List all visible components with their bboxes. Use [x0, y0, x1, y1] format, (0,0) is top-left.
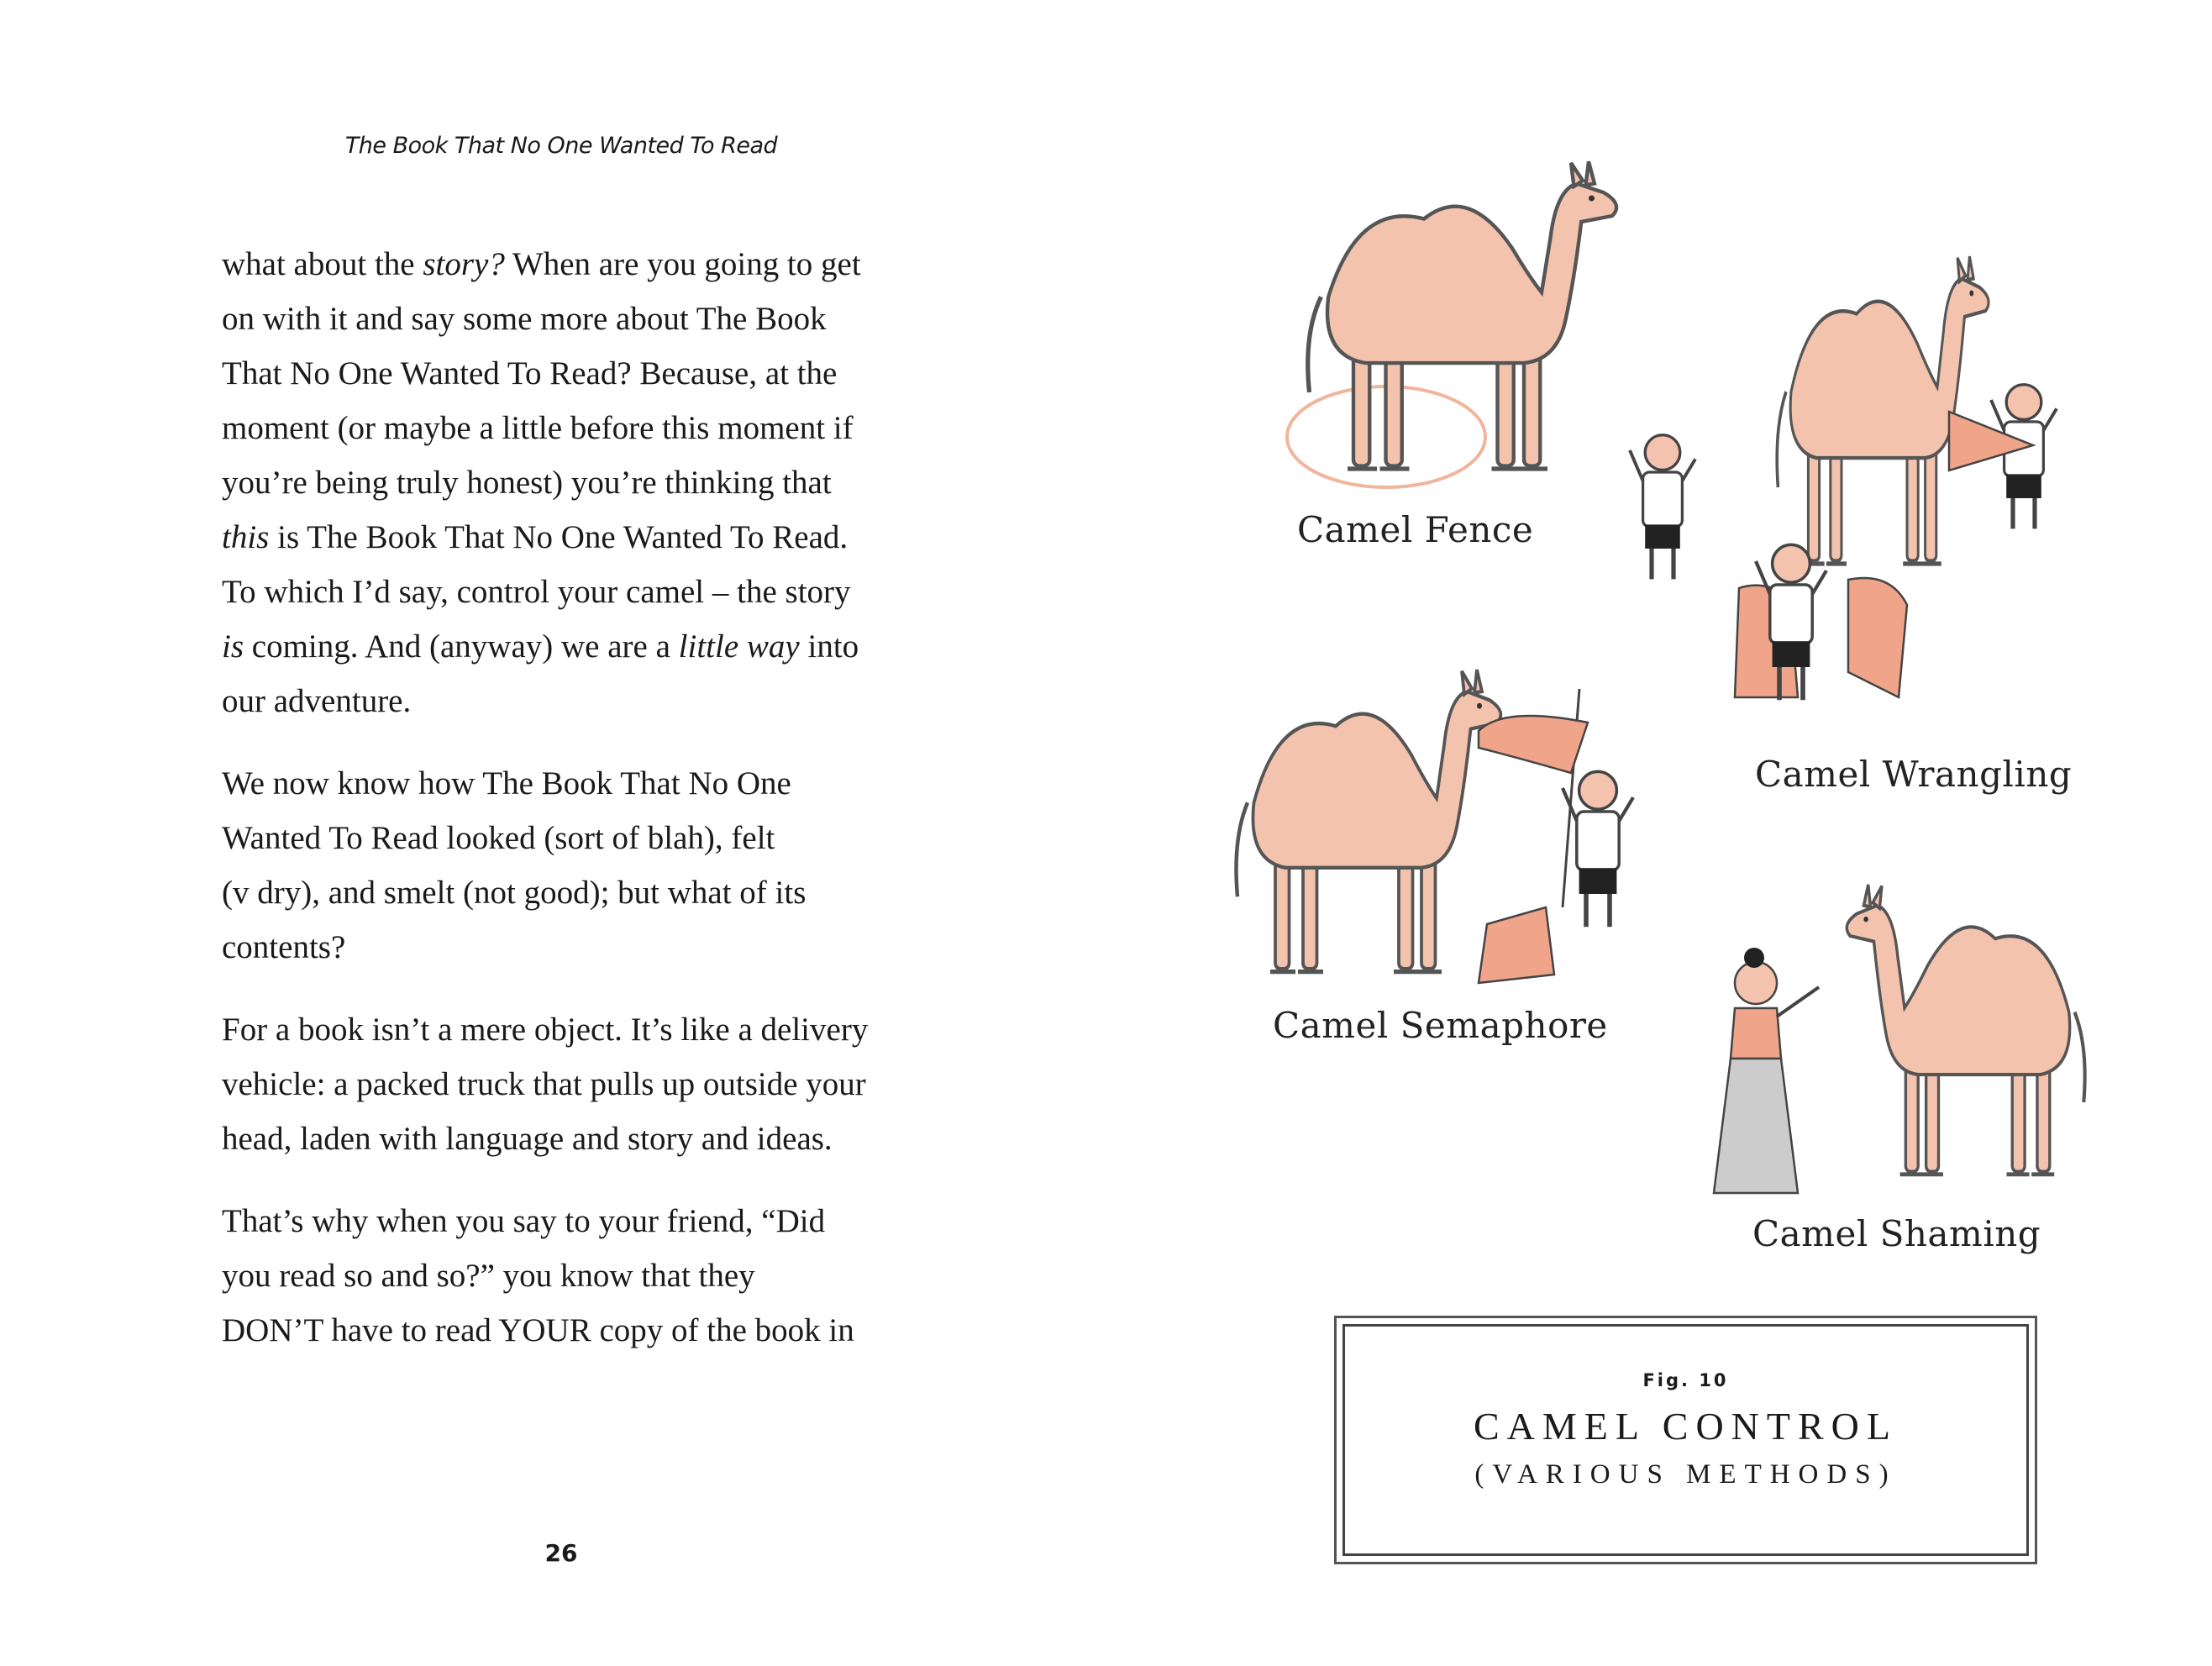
figure-caption-box: [1342, 1324, 2029, 1556]
camel-wrangling-illustration: [1630, 256, 2057, 700]
italic-text: is: [222, 628, 244, 665]
text-segment: our adventure.: [222, 683, 412, 719]
text-segment: moment (or maybe a little before this moment if: [222, 410, 854, 446]
text-segment: contents?: [222, 929, 346, 965]
text-segment: into: [799, 628, 859, 665]
text-segment: (v dry), and smelt (not good); but what of its: [222, 875, 807, 911]
text-segment: To which I’d say, control your camel – the story: [222, 574, 851, 610]
camel-shaming-illustration: [1714, 885, 2085, 1193]
italic-text: story?: [423, 246, 505, 282]
label-camel-semaphore: Camel Semaphore: [1273, 1005, 1608, 1046]
italic-text: this: [222, 519, 270, 555]
text-segment: Wanted To Read looked (sort of blah), felt: [222, 820, 775, 856]
text-segment: For a book isn’t a mere object. It’s like a delivery: [222, 1012, 869, 1048]
italic-text: little way: [678, 628, 800, 665]
figure-title: CAMEL CONTROL: [1473, 1405, 1898, 1448]
text-segment: head, laden with language and story and ideas.: [222, 1121, 833, 1157]
text-segment: When are you going to get: [504, 246, 861, 282]
camel-semaphore-illustration: [1237, 670, 1634, 983]
text-segment: is The Book That No One Wanted To Read.: [269, 519, 849, 555]
text-segment: DON’T have to read YOUR copy of the book in: [222, 1312, 854, 1348]
figure-number: Fig. 10: [1642, 1370, 1729, 1390]
text-segment: coming. And (anyway) we are a: [244, 628, 679, 665]
text-segment: That No One Wanted To Read? Because, at the: [222, 355, 838, 392]
text-segment: what about the: [222, 246, 423, 282]
camel-fence-illustration: [1287, 161, 1616, 487]
text-segment: you read so and so?” you know that they: [222, 1258, 755, 1294]
figure-subtitle: (VARIOUS METHODS): [1474, 1459, 1897, 1490]
label-camel-wrangling: Camel Wrangling: [1755, 754, 2073, 795]
text-segment: you’re being truly honest) you’re thinking that: [222, 465, 832, 501]
running-head: The Book That No One Wanted To Read: [344, 133, 778, 159]
label-camel-fence: Camel Fence: [1297, 509, 1534, 550]
text-segment: vehicle: a packed truck that pulls up outside your: [222, 1066, 866, 1102]
text-segment: That’s why when you say to your friend, “Did: [222, 1203, 826, 1239]
text-segment: We now know how The Book That No One: [222, 765, 791, 801]
page-number: 26: [544, 1539, 578, 1567]
text-segment: on with it and say some more about The Book: [222, 301, 827, 337]
label-camel-shaming: Camel Shaming: [1752, 1213, 2041, 1254]
